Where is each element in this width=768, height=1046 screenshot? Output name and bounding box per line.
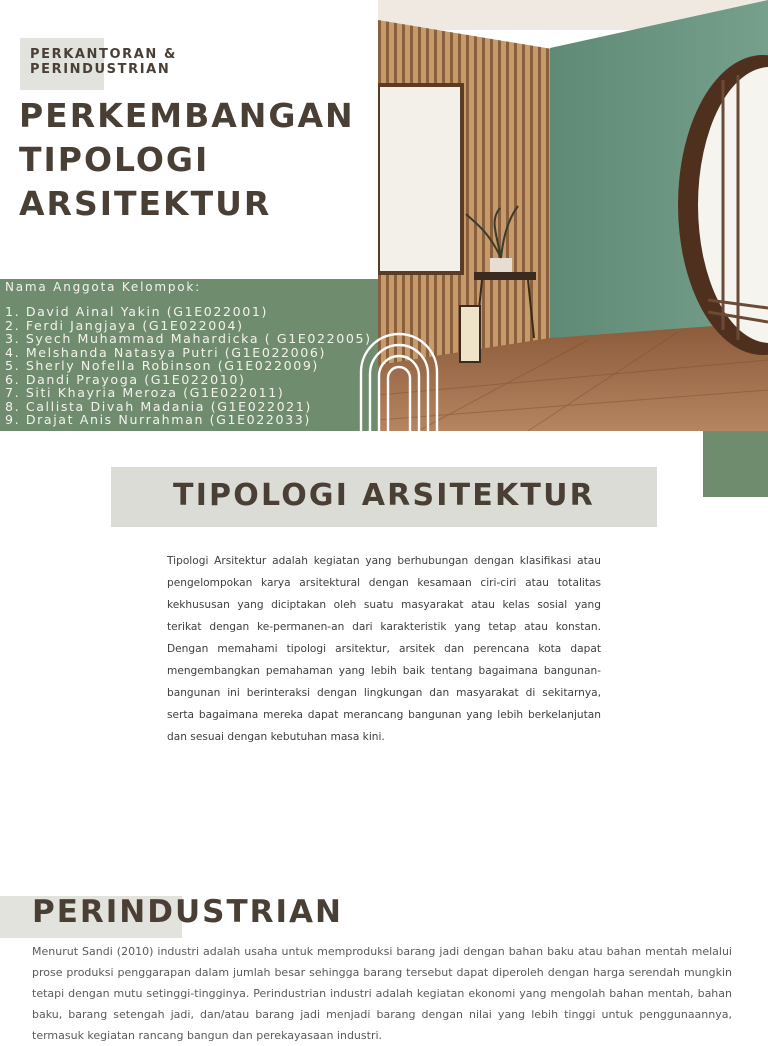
member-item: 6. Dandi Prayoga (G1E022010) — [5, 371, 246, 387]
member-item: 2. Ferdi Jangjaya (G1E022004) — [5, 317, 244, 333]
member-item: 4. Melshanda Natasya Putri (G1E022006) — [5, 344, 327, 360]
member-item: 5. Sherly Nofella Robinson (G1E022009) — [5, 358, 319, 373]
accent-square — [703, 431, 768, 497]
member-item: 8. Callista Divah Madania (G1E022021) — [5, 398, 312, 414]
page-title: PERKEMBANGAN TIPOLOGI ARSITEKTUR — [19, 96, 355, 223]
members-list — [5, 305, 372, 427]
section-body-perindustrian: Menurut Sandi (2010) industri adalah usaha untuk memproduksi barang jadi dengan bahan baku atau bahan mentah melalui prose produksi penggarapan dalam jumlah besar sehingga barang tersebut dapat diperoleh dengan harga serendah mungkin tetapi dengan mutu setinggi-tingginya. Perindustrian industri adalah kegiatan ekonomi yang mengolah bahan mentah, bahan baku, barang setengah jadi, dan/atau barang jadi menjadi barang dengan nilai yang lebih tinggi untuk penggunaannya, termasuk kegiatan rancang bangun dan perekayasaan industri. — [32, 945, 732, 1042]
member-item: 7. Siti Khayria Meroza (G1E022011) — [5, 385, 285, 400]
arch-decoration-icon — [357, 330, 441, 431]
category-label: PERKANTORAN & PERINDUSTRIAN — [30, 47, 177, 77]
member-item: 9. Drajat Anis Nurrahman (G1E022033) — [5, 412, 311, 427]
section-body-tipologi: Tipologi Arsitektur adalah kegiatan yang berhubungan dengan klasifikasi atau pengelompokan karya arsitektural dengan kesamaan ciri-ciri atau totalitas kekhususan yang diciptakan oleh suatu masyarakat atau kelas sosial yang terikat dengan ke-permanen-an dari karakteristik yang tetap atau konstan. Dengan memahami tipologi arsitektur, arsitek dan perencana kota dapat mengembangkan pemahaman yang lebih baik tentang bagaimana bangunan-bangunan ini berinteraksi dengan lingkungan dan masyarakat di sekitarnya, serta bagaimana mereka dapat merancang bangunan yang lebih berkelanjutan dan sesuai dengan kebutuhan masa kini. — [167, 555, 601, 743]
members-heading: Nama Anggota Kelompok: — [5, 280, 202, 294]
section-title-tipologi: TIPOLOGI ARSITEKTUR — [173, 478, 595, 513]
member-item: 3. Syech Muhammad Mahardicka ( G1E022005) — [5, 331, 372, 346]
section-title-perindustrian: PERINDUSTRIAN — [32, 894, 343, 930]
member-item: 1. David Ainal Yakin (G1E022001) — [5, 304, 268, 319]
